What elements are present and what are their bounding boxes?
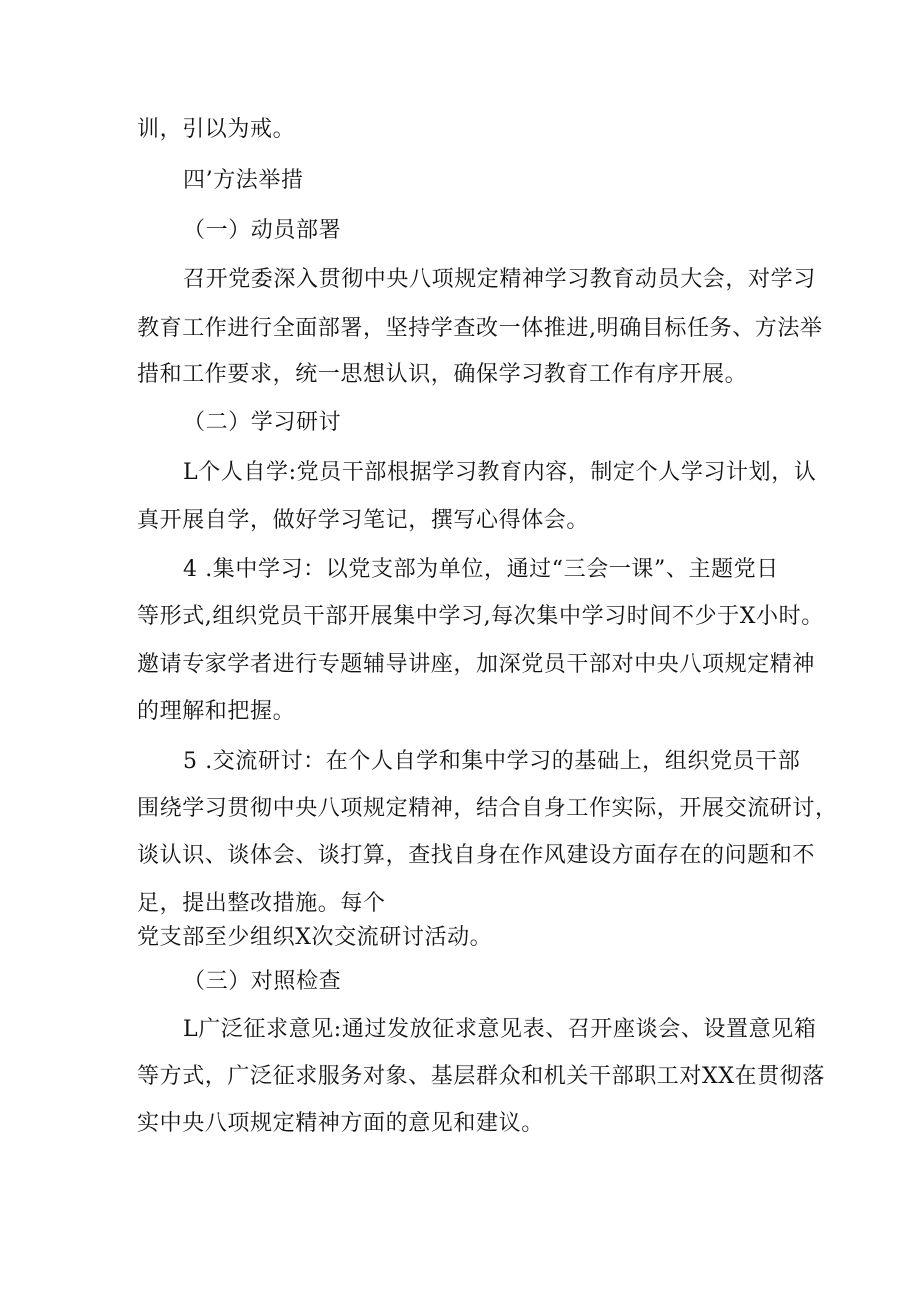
text-line: 党支部至少组织X次交流研讨活动。: [137, 925, 493, 950]
text-line: 5 .交流研讨：在个人自学和集中学习的基础上，组织党员干部: [183, 749, 801, 774]
text-line: 足，提出整改措施。每个: [137, 891, 386, 916]
text-line: 谈认识、谈体会、谈打算，查找自身在作风建设方面存在的问题和不: [137, 843, 816, 868]
text-line: L个人自学:党员干部根据学习教育内容，制定个人学习计划，认: [183, 460, 817, 485]
text-line: 邀请专家学者进行专题辅导讲座，加深党员干部对中央八项规定精神: [137, 652, 816, 677]
text-line: 等形式,组织党员干部开展集中学习,每次集中学习时间不少于X小时。: [137, 604, 824, 629]
text-line: 围绕学习贯彻中央八项规定精神，结合自身工作实际，开展交流研讨，: [137, 796, 838, 821]
text-line: 等方式，广泛征求服务对象、基层群众和机关干部职工对XX在贯彻落: [137, 1064, 825, 1089]
text-line: 召开党委深入贯彻中央八项规定精神学习教育动员大会，对学习: [183, 267, 816, 292]
text-line: 真开展自学，做好学习笔记，撰写心得体会。: [137, 508, 590, 533]
subsection-heading: （三）对照检查: [183, 969, 342, 994]
subsection-heading: （二）学习研讨: [183, 410, 342, 435]
text-line: 的理解和把握。: [137, 699, 296, 724]
text-line: L广泛征求意见:通过发放征求意见表、召开座谈会、设置意见箱: [183, 1017, 817, 1042]
text-line: 实中央八项规定精神方面的意见和建议。: [137, 1111, 544, 1136]
text-line: 教育工作进行全面部署，坚持学查改一体推进,明确目标任务、方法举: [137, 316, 823, 341]
text-line: 训，引以为戒。: [137, 117, 296, 142]
subsection-heading: （一）动员部署: [183, 218, 342, 243]
text-line: 4 .集中学习：以党支部为单位，通过“三会一课”、主题党日: [183, 557, 779, 582]
text-line: 措和工作要求，统一思想认识，确保学习教育工作有序开展。: [137, 362, 748, 387]
section-heading: 四’方法举措: [183, 168, 304, 193]
